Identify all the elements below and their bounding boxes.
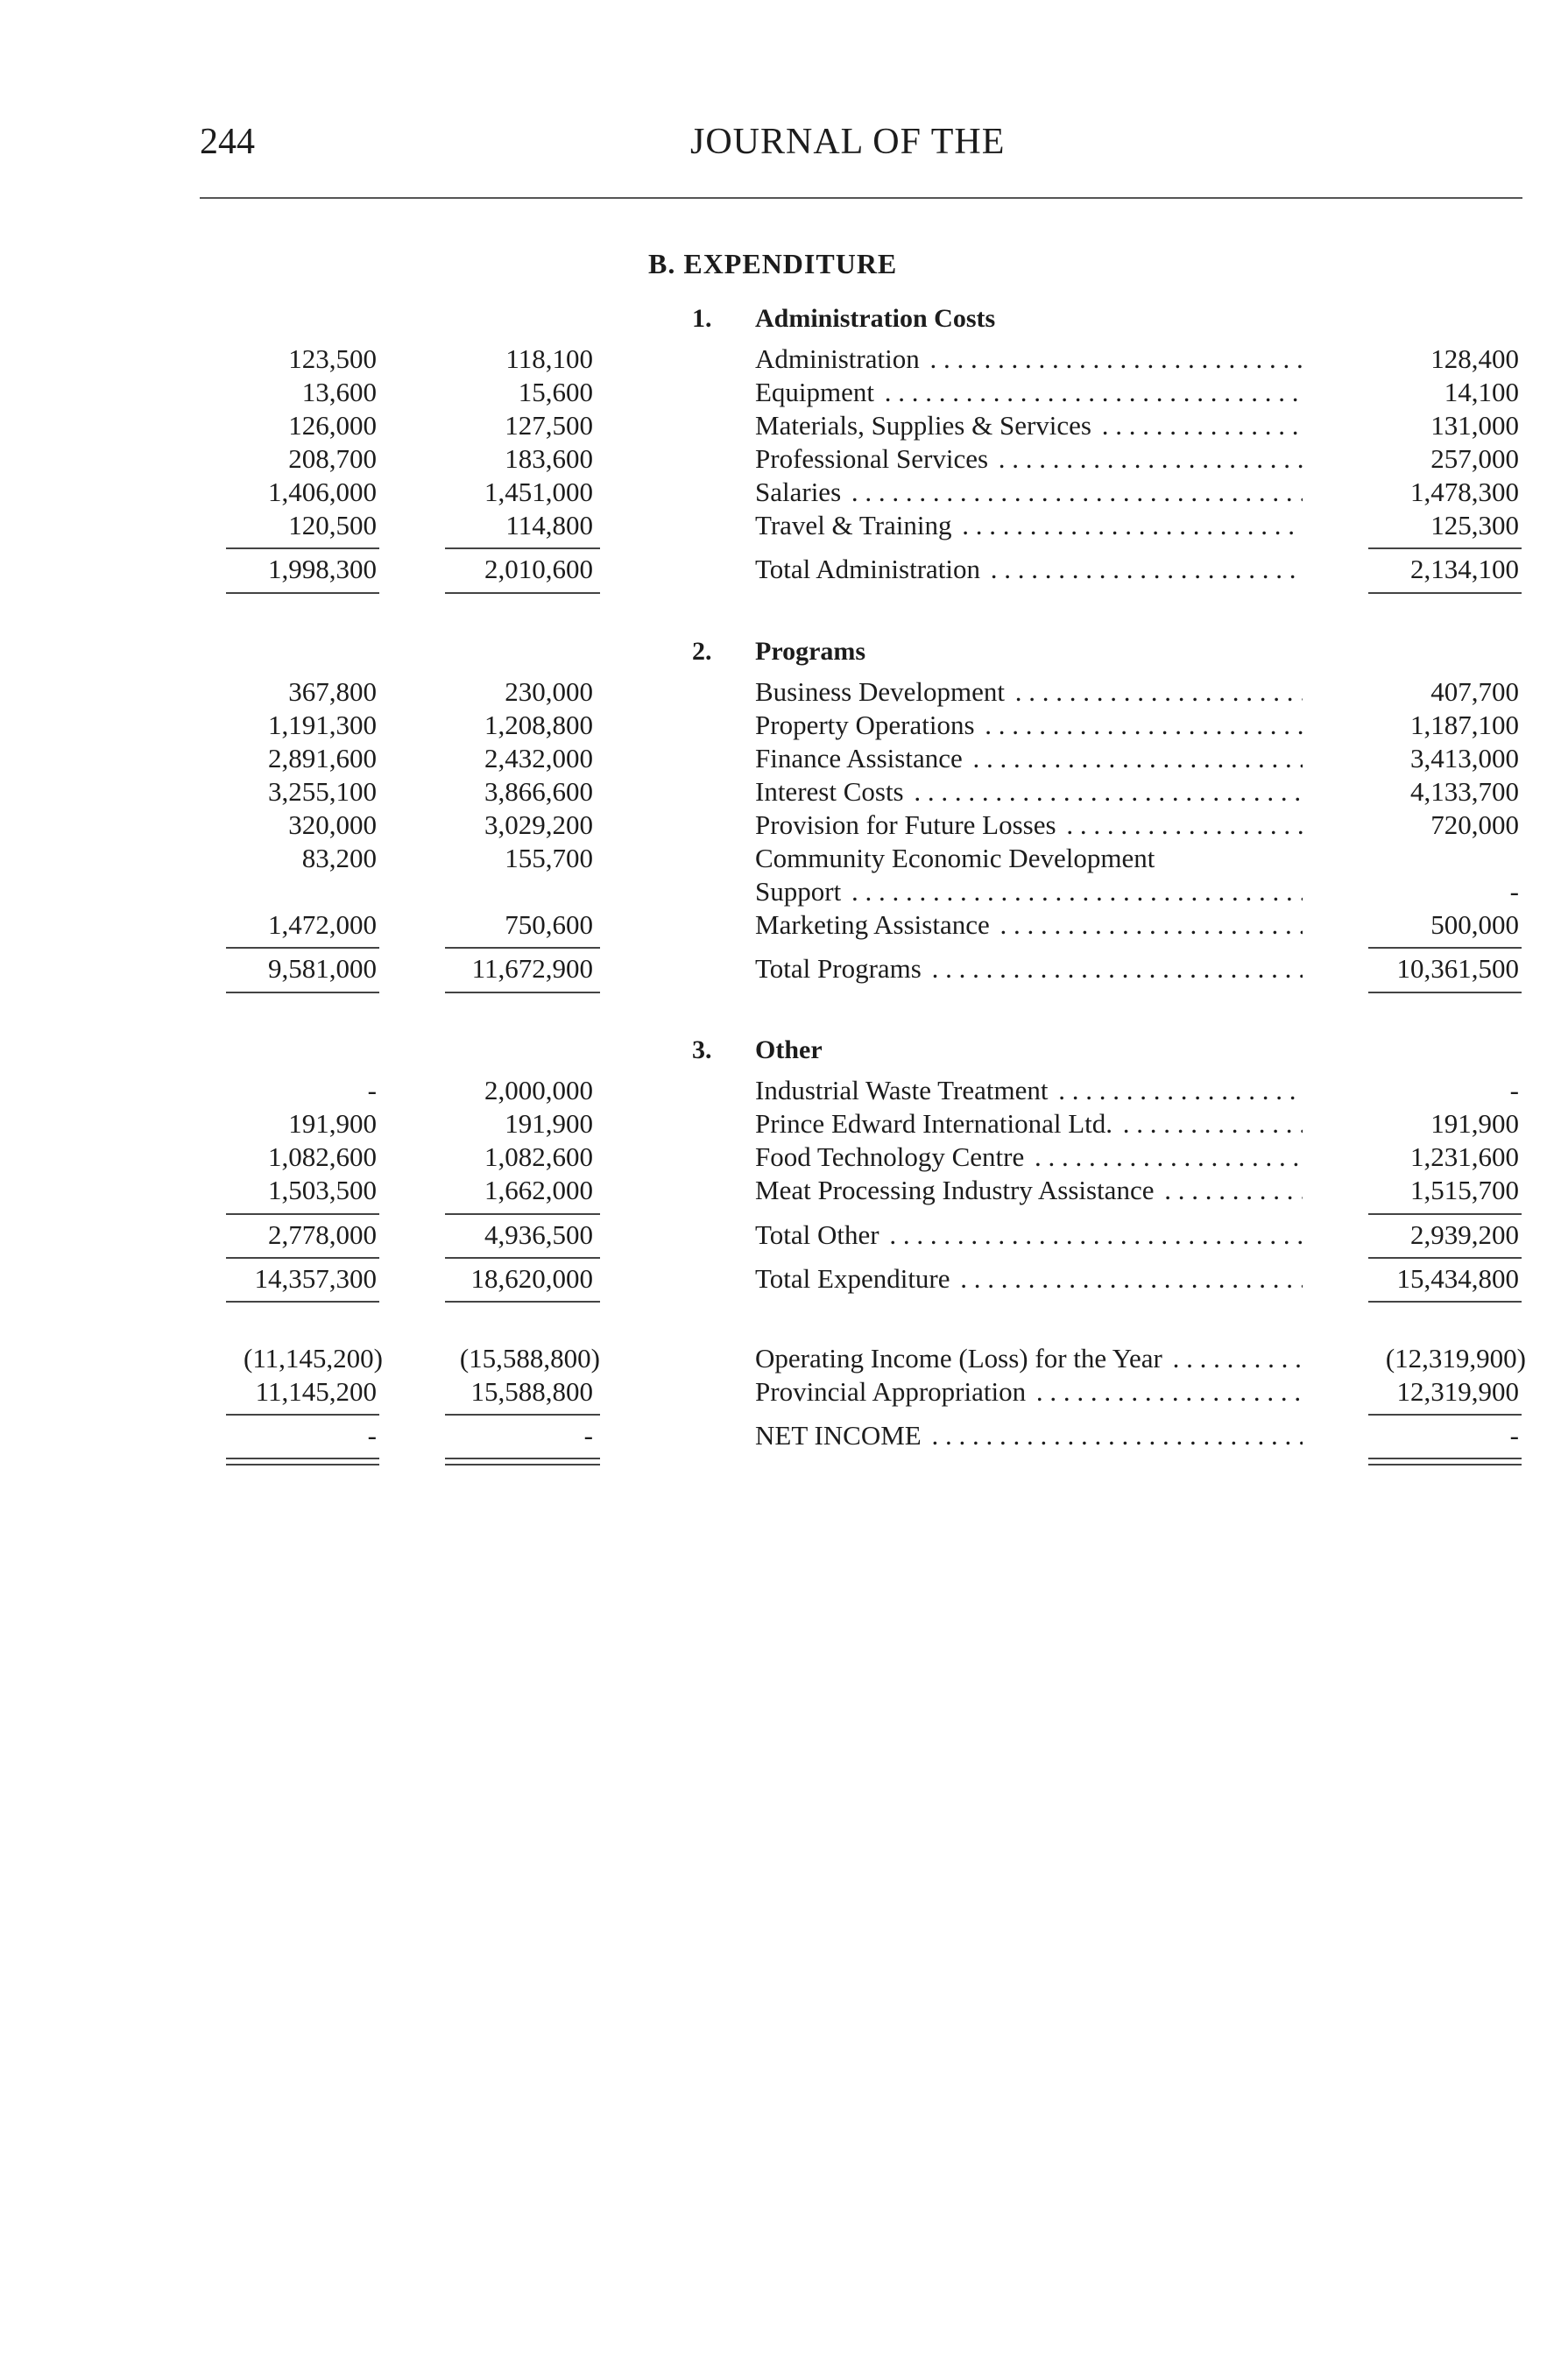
grand-total-rule: [1368, 1301, 1522, 1303]
value-col3: 1,187,100: [1410, 710, 1519, 740]
table-row: [0, 410, 1561, 443]
row-label: Interest Costs . . .: [755, 776, 1303, 808]
grand-total-rule: [445, 1301, 600, 1303]
subtotal-rule: [1368, 1414, 1522, 1416]
row-label: Travel & Training . . .: [755, 510, 1303, 541]
value-col2: 2,432,000: [484, 743, 593, 773]
value-col2: 155,700: [505, 843, 593, 873]
table-row: [0, 809, 1561, 843]
table-row: [0, 343, 1561, 377]
value-col2: 3,029,200: [484, 809, 593, 840]
row-label: Materials, Supplies & Services . . .: [755, 410, 1303, 441]
value-col2: -: [583, 1420, 593, 1451]
row-label: Property Operations . . .: [755, 710, 1303, 741]
total-col2: 11,672,900: [471, 953, 593, 984]
total-label: Total Programs . . .: [755, 953, 1303, 985]
total-row: [0, 554, 1561, 587]
row-label: Provincial Appropriation . . .: [755, 1376, 1303, 1408]
total-row: [0, 953, 1561, 986]
value-col1: 320,000: [288, 809, 377, 840]
total-rule: [226, 992, 379, 993]
table-row: [0, 477, 1561, 510]
value-col1: 83,200: [301, 843, 377, 873]
table-row: [0, 510, 1561, 543]
grand-total-row: [0, 1263, 1561, 1296]
value-col1: 3,255,100: [268, 776, 377, 807]
total-rule: [1368, 992, 1522, 993]
value-col3: 12,319,900: [1396, 1376, 1519, 1407]
value-col3: 1,478,300: [1410, 477, 1519, 507]
value-col2: 191,900: [505, 1108, 593, 1139]
row-label: Support . . .: [755, 876, 1303, 908]
total-col2: 2,010,600: [484, 554, 593, 584]
row-label: Food Technology Centre . . .: [755, 1141, 1303, 1173]
value-col1: 126,000: [288, 410, 377, 441]
row-label-line1: Community Economic Development: [755, 843, 1155, 873]
row-label: Provision for Future Losses . . .: [755, 809, 1303, 841]
value-col2: 1,451,000: [484, 477, 593, 507]
value-col1: (11,145,200): [244, 1343, 383, 1374]
value-col1: 191,900: [288, 1108, 377, 1139]
double-rule-bottom: [226, 1464, 379, 1465]
total-col1: 9,581,000: [268, 953, 377, 984]
value-col3: -: [1509, 1075, 1519, 1105]
table-row: [0, 1108, 1561, 1141]
value-col3: 500,000: [1430, 909, 1519, 940]
value-col3: 720,000: [1430, 809, 1519, 840]
total-rule: [445, 592, 600, 594]
value-col1: 120,500: [288, 510, 377, 540]
double-rule-top: [445, 1458, 600, 1459]
value-col2: (15,588,800): [459, 1343, 600, 1374]
value-col3: -: [1509, 876, 1519, 907]
value-col2: 118,100: [505, 343, 593, 374]
value-col3: 1,515,700: [1410, 1175, 1519, 1205]
value-col2: 15,588,800: [470, 1376, 593, 1407]
total-rule: [226, 592, 379, 594]
value-col1: 1,082,600: [268, 1141, 377, 1172]
value-col3: 14,100: [1444, 377, 1519, 407]
subtotal-rule: [1368, 947, 1522, 949]
table-row: [0, 443, 1561, 477]
row-label: Professional Services . . .: [755, 443, 1303, 475]
value-col3: 257,000: [1430, 443, 1519, 474]
total-col1: 2,778,000: [268, 1219, 377, 1250]
value-col2: 127,500: [505, 410, 593, 441]
row-label: Industrial Waste Treatment . . .: [755, 1075, 1303, 1106]
value-col1: 1,191,300: [268, 710, 377, 740]
row-label: Marketing Assistance . . .: [755, 909, 1303, 941]
subtotal-rule: [445, 547, 600, 549]
table-row: [0, 710, 1561, 743]
total-row: [0, 1219, 1561, 1253]
value-col1: 2,891,600: [268, 743, 377, 773]
group-number: 3.: [692, 1035, 712, 1064]
value-col2: 114,800: [505, 510, 593, 540]
value-col1: -: [367, 1420, 377, 1451]
value-col3: 407,700: [1430, 676, 1519, 707]
table-row: [0, 377, 1561, 410]
group-heading-programs: [0, 637, 1561, 670]
value-col3: 4,133,700: [1410, 776, 1519, 807]
value-col3: 1,231,600: [1410, 1141, 1519, 1172]
value-col1: 208,700: [288, 443, 377, 474]
total-col3: 2,134,100: [1410, 554, 1519, 584]
double-rule-top: [1368, 1458, 1522, 1459]
table-row: [0, 843, 1561, 876]
subtotal-rule: [226, 1414, 379, 1416]
group-heading-other: [0, 1035, 1561, 1069]
value-col3: (12,319,900): [1385, 1343, 1526, 1374]
table-row: [0, 909, 1561, 943]
value-col1: 13,600: [301, 377, 377, 407]
page-header: [200, 121, 1522, 173]
row-label: Operating Income (Loss) for the Year . . .: [755, 1343, 1303, 1374]
value-col3: 131,000: [1430, 410, 1519, 441]
subtotal-rule: [445, 1414, 600, 1416]
table-row: [0, 1075, 1561, 1108]
total-col1: 1,998,300: [268, 554, 377, 584]
row-label: Equipment . . .: [755, 377, 1303, 408]
row-label: Business Development . . .: [755, 676, 1303, 708]
grand-total-rule: [226, 1301, 379, 1303]
value-col3: 191,900: [1430, 1108, 1519, 1139]
row-label: Prince Edward International Ltd. . . .: [755, 1108, 1303, 1140]
subtotal-rule: [226, 547, 379, 549]
value-col1: 1,503,500: [268, 1175, 377, 1205]
appropriation-row: [0, 1376, 1561, 1409]
grand-total-col3: 15,434,800: [1396, 1263, 1519, 1294]
total-col2: 4,936,500: [484, 1219, 593, 1250]
value-col1: 1,406,000: [268, 477, 377, 507]
grand-total-label: Total Expenditure . . .: [755, 1263, 1303, 1295]
value-col2: 1,662,000: [484, 1175, 593, 1205]
row-label: Finance Assistance . . .: [755, 743, 1303, 774]
row-label: Administration . . .: [755, 343, 1303, 375]
subtotal-rule: [445, 947, 600, 949]
value-col3: 125,300: [1430, 510, 1519, 540]
running-title: JOURNAL OF THE: [690, 122, 1006, 162]
row-label: Meat Processing Industry Assistance . . .: [755, 1175, 1303, 1206]
value-col2: 750,600: [505, 909, 593, 940]
subtotal-rule: [1368, 1213, 1522, 1215]
value-col1: 11,145,200: [255, 1376, 377, 1407]
operating-income-row: [0, 1343, 1561, 1376]
value-col2: 3,866,600: [484, 776, 593, 807]
row-label: NET INCOME . . .: [755, 1420, 1303, 1451]
total-rule: [445, 1257, 600, 1259]
value-col1: 1,472,000: [268, 909, 377, 940]
table-row: [0, 876, 1561, 909]
section-heading: B. EXPENDITURE: [648, 248, 898, 279]
value-col2: 230,000: [505, 676, 593, 707]
value-col3: -: [1509, 1420, 1519, 1451]
group-number: 2.: [692, 637, 712, 666]
total-rule: [226, 1257, 379, 1259]
double-rule-top: [226, 1458, 379, 1459]
total-label: Total Other . . .: [755, 1219, 1303, 1251]
value-col2: 1,208,800: [484, 710, 593, 740]
table-row: [0, 676, 1561, 710]
table-row: [0, 776, 1561, 809]
group-heading-administration: [0, 304, 1561, 337]
value-col2: 183,600: [505, 443, 593, 474]
subtotal-rule: [226, 1213, 379, 1215]
value-col1: -: [367, 1075, 377, 1105]
header-rule: [200, 197, 1522, 199]
double-rule-bottom: [1368, 1464, 1522, 1465]
value-col3: 3,413,000: [1410, 743, 1519, 773]
value-col1: 123,500: [288, 343, 377, 374]
total-label: Total Administration . . .: [755, 554, 1303, 585]
value-col2: 2,000,000: [484, 1075, 593, 1105]
grand-total-col1: 14,357,300: [254, 1263, 377, 1294]
subtotal-rule: [445, 1213, 600, 1215]
total-rule: [1368, 1257, 1522, 1259]
double-rule-bottom: [445, 1464, 600, 1465]
group-number: 1.: [692, 304, 712, 333]
subtotal-rule: [1368, 547, 1522, 549]
value-col2: 15,600: [518, 377, 593, 407]
row-label: Salaries . . .: [755, 477, 1303, 508]
value-col2: 1,082,600: [484, 1141, 593, 1172]
value-col1: 367,800: [288, 676, 377, 707]
table-row: [0, 1175, 1561, 1208]
grand-total-col2: 18,620,000: [470, 1263, 593, 1294]
total-rule: [1368, 592, 1522, 594]
group-title: Administration Costs: [755, 304, 996, 333]
group-title: Programs: [755, 637, 866, 666]
net-income-row: [0, 1420, 1561, 1453]
group-title: Other: [755, 1035, 823, 1064]
total-rule: [445, 992, 600, 993]
subtotal-rule: [226, 947, 379, 949]
total-col3: 10,361,500: [1396, 953, 1519, 984]
table-row: [0, 1141, 1561, 1175]
value-col3: 128,400: [1430, 343, 1519, 374]
page-number: 244: [200, 122, 255, 162]
table-row: [0, 743, 1561, 776]
total-col3: 2,939,200: [1410, 1219, 1519, 1250]
